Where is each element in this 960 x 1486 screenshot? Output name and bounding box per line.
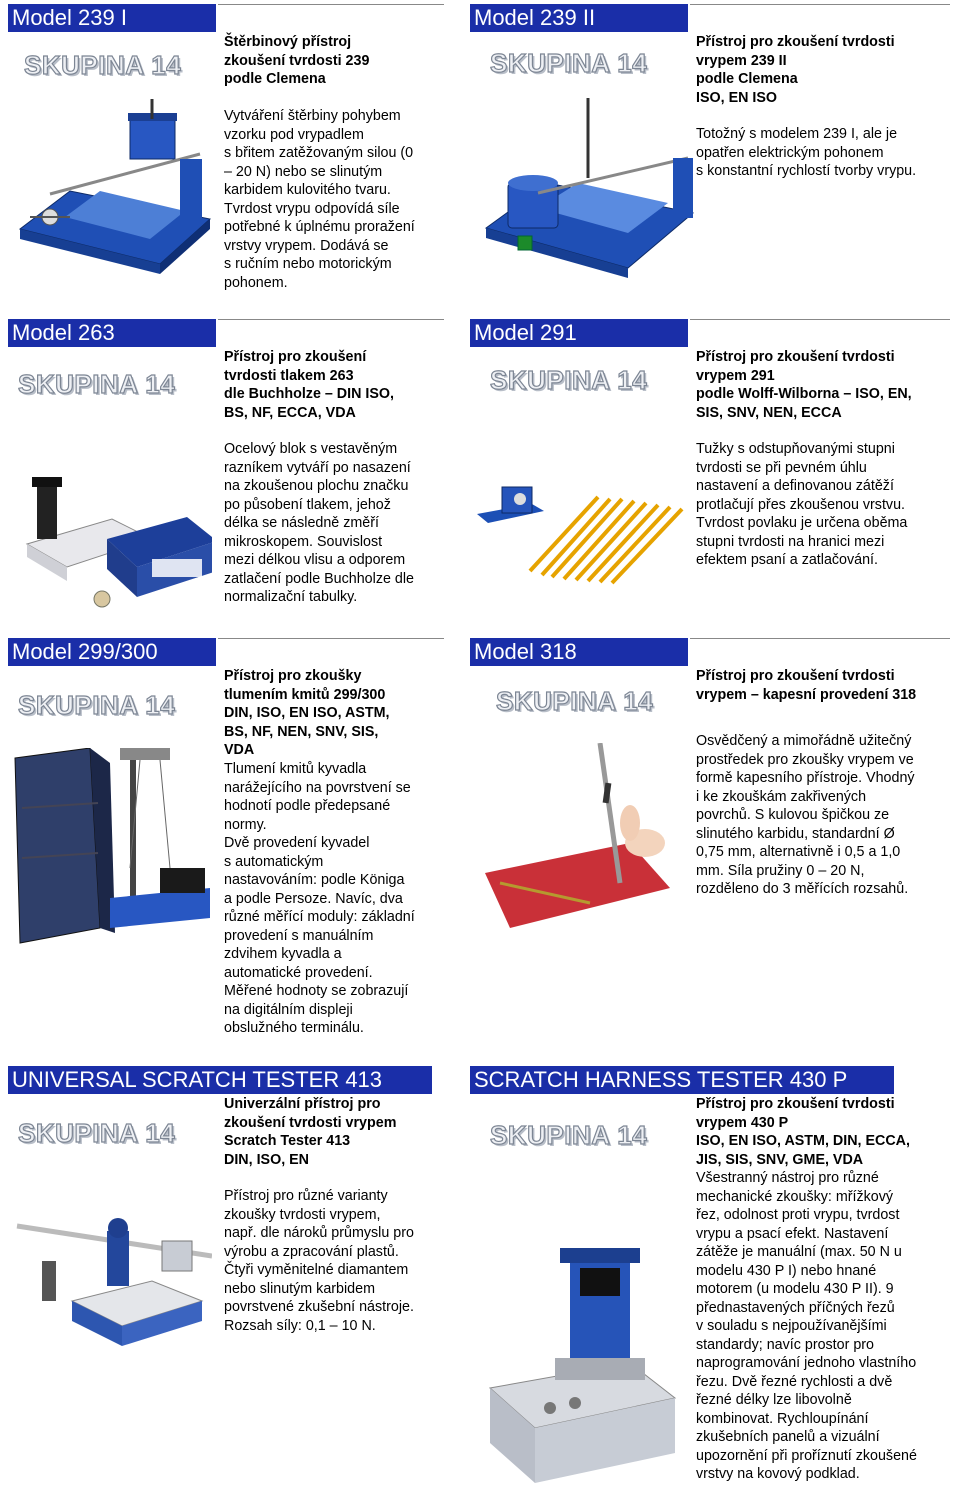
product-description: Osvědčený a mimořádně užitečný prostředek pro zkoušky vrypem ve formě kapesního přístroje. Vhodný i ke zkouškám zakřivených povrchů. S kulovou špičkou ze slinutého karbidu, standardní Ø 0,75 mm, alternativně i 0,5 a 1,0 mm. Síla pružiny 0 – 20 N, rozděleno do 3 měřících rozsahů. xyxy=(696,733,915,897)
group-label: SKUPINA 14 xyxy=(496,686,654,716)
model-title: Model 318 xyxy=(470,638,688,666)
product-description: Vytváření štěrbiny pohybem vzorku pod vrypadlem s břitem zatěžovaným silou (0 – 20 N) nebo se slinutým karbidem kulovitého tvaru. Tvrdost vrypu odpovídá síle potřebné k úplnému proražení vrstvy vrypem. Dodává se s ručním nebo motorickým pohonem. xyxy=(224,108,415,291)
divider xyxy=(690,638,950,639)
group-label: SKUPINA 14 xyxy=(490,1120,648,1150)
product-card-430-p xyxy=(462,1066,942,1486)
model-title: Model 239 I xyxy=(8,4,216,32)
divider xyxy=(690,4,950,5)
product-heading: Přístroj pro zkoušení tvrdosti tlakem 263 dle Buchholze – DIN ISO, BS, NF, ECCA, VDA xyxy=(224,349,394,421)
divider xyxy=(218,638,444,639)
wolff-wilborn-pencils-291-image xyxy=(472,459,692,589)
product-heading: Štěrbinový přístroj zkoušení tvrdosti 239 podle Clemena xyxy=(224,34,370,87)
model-title: Model 263 xyxy=(8,319,216,347)
product-heading: Přístroj pro zkoušení tvrdosti vrypem 291 podle Wolff-Wilborna – ISO, EN, SIS, SNV, NEN, ECCA xyxy=(696,349,912,421)
model-title: SCRATCH HARNESS TESTER 430 P xyxy=(470,1066,894,1094)
group-label: SKUPINA 14 xyxy=(24,50,182,80)
product-heading: Přístroj pro zkoušky tlumením kmitů 299/300 DIN, ISO, EN ISO, ASTM, BS, NF, NEN, SNV, SIS, VDA xyxy=(224,668,390,758)
scratch-hardness-tester-430-p-image xyxy=(480,1238,680,1483)
product-description: Tužky s odstupňovanými stupni tvrdosti se při pevném úhlu nastavení a definovanou zátěží protlačují přes zkoušenou vrstvu. Tvrdost povlaku je určena oběma stupni tvrdosti na hranici mezi efektem psaní a zatlačování. xyxy=(696,441,908,568)
clemen-tester-239-ii-image xyxy=(478,98,698,278)
product-card-291 xyxy=(462,319,942,619)
product-card-318 xyxy=(462,638,942,1038)
group-label: SKUPINA 14 xyxy=(490,365,648,395)
group-label: SKUPINA 14 xyxy=(18,690,176,720)
divider xyxy=(690,319,950,320)
divider xyxy=(218,4,444,5)
product-card-263 xyxy=(0,319,480,619)
product-heading: Univerzální přístroj pro zkoušení tvrdosti vrypem Scratch Tester 413 DIN, ISO, EN xyxy=(224,1096,397,1168)
product-card-239-i xyxy=(0,4,480,304)
product-heading: Přístroj pro zkoušení tvrdosti vrypem 430 P ISO, EN ISO, ASTM, DIN, ECCA, JIS, SIS, SNV, GME, VDA xyxy=(696,1096,910,1168)
model-title: Model 239 II xyxy=(470,4,688,32)
group-label: SKUPINA 14 xyxy=(18,369,176,399)
pendulum-damping-tester-299-300-image xyxy=(10,748,210,948)
product-description: Přístroj pro různé varianty zkoušky tvrdosti vrypem, např. dle nároků průmyslu pro výrobu a zpracování plastů. Čtyři vyměnitelné diamantem nebo slinutým karbidem povrstvené zkušební nástroje. Rozsah síly: 0,1 – 10 N. xyxy=(224,1188,414,1334)
product-card-299-300 xyxy=(0,638,480,1038)
universal-scratch-tester-413-image xyxy=(12,1206,212,1356)
product-description: Ocelový blok s vestavěným razníkem vytváří po nasazení na zkoušenou plochu značku po působení tlakem, jehož délka se následně změří mikroskopem. Souvislost mezi délkou vlisu a odporem zatlačení podle Buchholze dle normalizační tabulky. xyxy=(224,441,414,605)
model-title: Model 291 xyxy=(470,319,688,347)
product-card-413 xyxy=(0,1066,480,1366)
group-label: SKUPINA 14 xyxy=(18,1118,176,1148)
buchholz-indenter-263-image xyxy=(12,469,212,614)
clemen-tester-239-i-image xyxy=(10,99,215,279)
model-title: UNIVERSAL SCRATCH TESTER 413 xyxy=(8,1066,432,1094)
product-description: Všestranný nástroj pro různé mechanické zkoušky: mřížkový řez, odolnost proti vrypu, tvrdost vrypu a psací efekt. Nastavení zátěže je manuální (max. 50 N u modelu 430 P I) nebo hnané motorem (u modelu 430 P II). 9 přednastavených příčných řezů v souladu s nejpoužívanějšími standardy; navíc prostor pro naprogramování jednoho vlastního řezu. Dvě řezné rychlosti a dvě řezné délky lze libovolně kombinovat. Rychloupínání zkušebních panelů a vizuální upozornění při proříznutí zkoušené vrstvy na kovový podklad. xyxy=(696,1170,917,1482)
product-description: Tlumení kmitů kyvadla narážejícího na povrstvení se hodnotí podle předepsané normy. Dvě provedení kyvadel s automatickým nastavováním: podle Königa a podle Persoze. Navíc, dva různé měřící moduly: základní provedení s manuálním zdvihem kyvadla a automatické provedení. Měřené hodnoty se zobrazují na digitálním displeji obslužného terminálu. xyxy=(224,761,415,1036)
product-description: Totožný s modelem 239 I, ale je opatřen elektrickým pohonem s konstantní rychlostí tvorby vrypu. xyxy=(696,126,917,179)
product-heading: Přístroj pro zkoušení tvrdosti vrypem 239 II podle Clemena ISO, EN ISO xyxy=(696,34,895,106)
product-heading: Přístroj pro zkoušení tvrdosti vrypem – kapesní provedení 318 xyxy=(696,668,917,703)
product-card-239-ii xyxy=(462,4,942,304)
model-title: Model 299/300 xyxy=(8,638,216,666)
divider xyxy=(218,319,444,320)
pocket-scratch-pen-318-image xyxy=(480,743,670,973)
group-label: SKUPINA 14 xyxy=(490,48,648,78)
